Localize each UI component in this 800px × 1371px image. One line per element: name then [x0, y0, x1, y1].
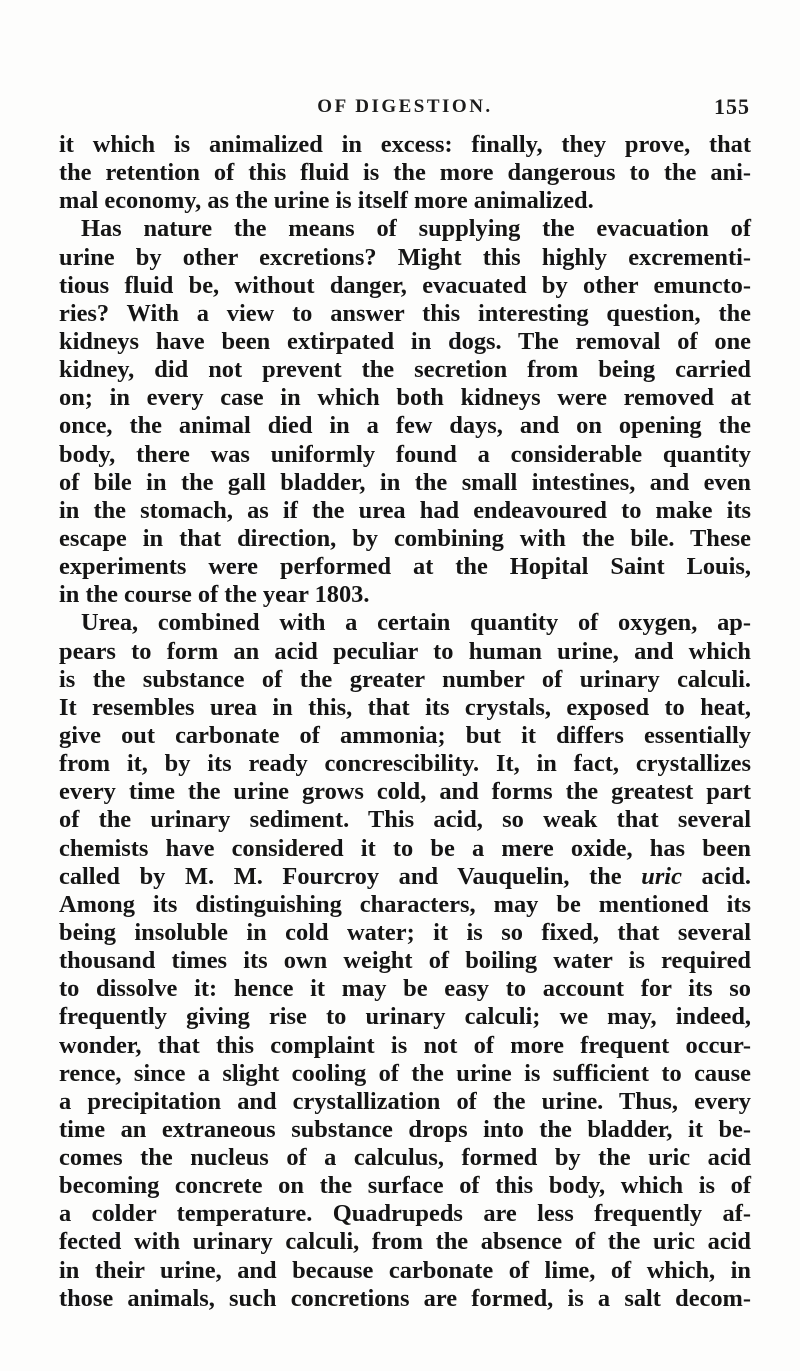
text-line: frequently giving rise to urinary calculi; we may, indeed, — [59, 1003, 751, 1031]
text-line: to dissolve it: hence it may be easy to account for its so — [59, 975, 751, 1003]
text-line: being insoluble in cold water; it is so fixed, that several — [59, 918, 751, 946]
text-line: thousand times its own weight of boiling water is required — [59, 947, 751, 975]
text-line: in the stomach, as if the urea had endeavoured to make its — [59, 496, 751, 524]
text-line: chemists have considered it to be a mere oxide, has been — [59, 834, 751, 862]
text-line: wonder, that this complaint is not of more frequent occur- — [59, 1031, 751, 1059]
text-line: rence, since a slight cooling of the urine is sufficient to cause — [59, 1059, 751, 1087]
text-line: those animals, such concretions are formed, is a salt decom- — [59, 1284, 751, 1312]
text-line: mal economy, as the urine is itself more animalized. — [59, 187, 594, 215]
italic-term-uric: uric — [641, 862, 682, 890]
text-line: of bile in the gall bladder, in the small intestines, and even — [59, 468, 751, 496]
text-line: it which is animalized in excess: finally, they prove, that — [59, 131, 751, 158]
text-line: of the urinary sediment. This acid, so weak that several — [59, 806, 751, 834]
text-line: give out carbonate of ammonia; but it differs essentially — [59, 721, 751, 749]
text-line: fected with urinary calculi, from the absence of the uric acid — [59, 1228, 751, 1256]
text-line: in the course of the year 1803. — [59, 581, 370, 609]
text-line: Urea, combined with a certain quantity of oxygen, ap- — [81, 609, 751, 637]
page-number: 155 — [714, 94, 750, 119]
text-line: kidneys have been extirpated in dogs. The removal of one — [59, 327, 751, 355]
text-line: on; in every case in which both kidneys were removed at — [59, 384, 751, 412]
body-text — [59, 131, 751, 1313]
text-line: a colder temperature. Quadrupeds are less frequently af- — [59, 1200, 751, 1228]
text-line: ries? With a view to answer this interesting question, the — [59, 299, 751, 327]
text-line: time an extraneous substance drops into the bladder, it be- — [59, 1115, 751, 1143]
page-header — [60, 96, 750, 126]
text-line: the retention of this fluid is the more dangerous to the ani- — [59, 159, 751, 187]
text-line: body, there was uniformly found a considerable quantity — [59, 440, 751, 468]
text-line: urine by other excretions? Might this highly excrementi- — [59, 243, 751, 271]
text-line: in their urine, and because carbonate of lime, of which, in — [59, 1256, 751, 1284]
text-line: It resembles urea in this, that its crystals, exposed to heat, — [59, 693, 751, 721]
text-line: becoming concrete on the surface of this body, which is of — [59, 1172, 751, 1200]
text-line: every time the urine grows cold, and forms the greatest part — [59, 778, 751, 806]
text-segment: acid. — [681, 862, 751, 890]
text-line: Has nature the means of supplying the evacuation of — [81, 215, 751, 243]
text-line: escape in that direction, by combining with the bile. These — [59, 524, 751, 552]
text-line: comes the nucleus of a calculus, formed by the uric acid — [59, 1144, 751, 1172]
text-segment: called by M. M. Fourcroy and Vauquelin, the — [59, 862, 622, 890]
text-line: a precipitation and crystallization of the urine. Thus, every — [59, 1087, 751, 1115]
text-line: is the substance of the greater number of urinary calculi. — [59, 665, 751, 693]
text-line: once, the animal died in a few days, and on opening the — [59, 412, 751, 440]
running-head: OF DIGESTION. — [317, 96, 493, 117]
text-line: tious fluid be, without danger, evacuated by other emuncto- — [59, 271, 751, 299]
text-line-uric — [59, 863, 751, 891]
text-line: kidney, did not prevent the secretion from being carried — [59, 356, 751, 384]
text-line: from it, by its ready concrescibility. It, in fact, crystallizes — [59, 750, 751, 778]
text-line: pears to form an acid peculiar to human urine, and which — [59, 637, 751, 665]
text-line: experiments were performed at the Hopital Saint Louis, — [59, 553, 751, 581]
text-line: Among its distinguishing characters, may be mentioned its — [59, 890, 751, 918]
